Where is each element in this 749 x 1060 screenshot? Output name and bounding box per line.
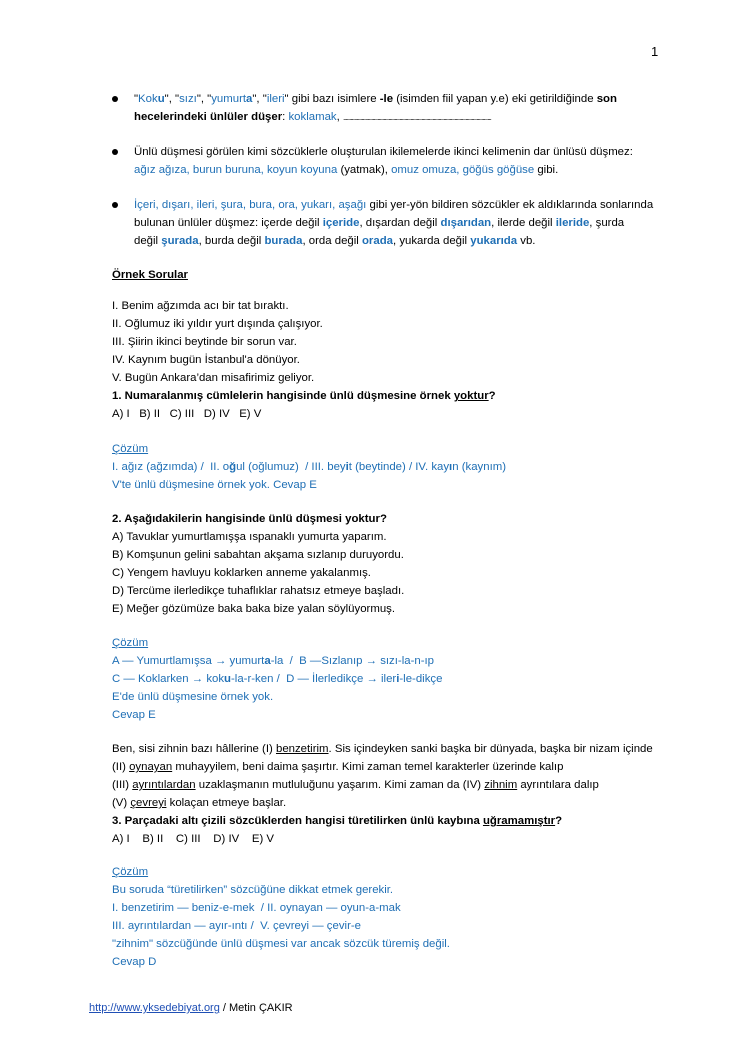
- bullet-2-line-2: ağız ağıza, burun buruna, koyun koyuna (yatmak), omuz omuza, göğüs göğüse gibi.: [134, 164, 559, 176]
- sentence-line: II. Oğlumuz iki yıldır yurt dışında çalışıyor.: [112, 318, 323, 330]
- option-line: B) Komşunun gelini sabahtan akşama sızlanıp duruyordu.: [112, 549, 404, 561]
- solution-line: A — Yumurtlamışsa → yumurta-la / B —Sızlanıp → sızı-la-n-ıp: [112, 655, 434, 667]
- question-2: [112, 510, 702, 618]
- question-1: [112, 297, 702, 423]
- question-1-solution: [112, 440, 702, 494]
- question-3-solution: [112, 863, 702, 971]
- question-3-options: A) I B) II C) III D) IV E) V: [112, 833, 275, 845]
- solution-line: Cevap E: [112, 709, 156, 721]
- option-line: C) Yengem havluyu koklarken anneme yakalanmış.: [112, 567, 371, 579]
- solution-label: Çözüm: [112, 866, 149, 878]
- passage-line: (III) ayrıntılardan uzaklaşmanın mutluluğunu yaşarım. Kimi zaman da (IV) zihnim ayrıntılara dalıp: [112, 779, 599, 791]
- question-2-solution: [112, 634, 702, 724]
- footer: [89, 1002, 293, 1014]
- passage-line: (V) çevreyi kolaçan etmeye başlar.: [112, 797, 287, 809]
- question-2-text: 2. Aşağıdakilerin hangisinde ünlü düşmesi yoktur?: [112, 513, 387, 525]
- question-3: [112, 740, 702, 848]
- question-1-options: A) I B) II C) III D) IV E) V: [112, 408, 262, 420]
- bullet-3-line-2: bulunan ünlüler düşmez: içerde değil içeride, dışardan değil dışarıdan, ilerde değil ileride, şurda: [134, 217, 625, 229]
- solution-line: "zihnim" sözcüğünde ünlü düşmesi var ancak sözcük türemiş değil.: [112, 938, 450, 950]
- footer-separator: /: [219, 1002, 230, 1014]
- solution-label: Çözüm: [112, 637, 149, 649]
- passage-line: Ben, sisi zihnin bazı hâllerine (I) benzetirim. Sis içindeyken sanki başka bir dünyada, başka bir nizam içinde: [112, 743, 653, 755]
- bullet-3-line-1: İçeri, dışarı, ileri, şura, bura, ora, yukarı, aşağı gibi yer-yön bildiren sözcükler ek aldıklarında sonlarında: [134, 199, 654, 211]
- sentence-line: I. Benim ağzımda acı bir tat bıraktı.: [112, 300, 289, 312]
- solution-line: C — Koklarken → koku-la-r-ken / D — İlerledikçe → ileri-le-dikçe: [112, 673, 443, 685]
- sentence-line: V. Bugün Ankara’dan misafirimiz geliyor.: [112, 372, 315, 384]
- page-number: 1: [651, 44, 659, 59]
- bullet-item-2: [112, 143, 702, 179]
- solution-line: I. ağız (ağzımda) / II. oğul (oğlumuz) / III. beyit (beytinde) / IV. kayın (kaynım): [112, 461, 507, 473]
- website-link[interactable]: http://www.yksedebiyat.org: [89, 1002, 220, 1014]
- solution-line: Cevap D: [112, 956, 157, 968]
- solution-label: Çözüm: [112, 443, 149, 455]
- bullet-icon: [112, 96, 118, 102]
- bullet-icon: [112, 202, 118, 208]
- solution-line: E'de ünlü düşmesine örnek yok.: [112, 691, 274, 703]
- passage-line: (II) oynayan muhayyilem, beni daima şaşırtır. Kimi zaman temel karakterler üzerinde kalıp: [112, 761, 564, 773]
- option-line: D) Tercüme ilerledikçe tuhaflıklar rahatsız etmeye başladı.: [112, 585, 405, 597]
- author-name: Metin ÇAKIR: [229, 1002, 293, 1014]
- solution-line: I. benzetirim — beniz-e-mek / II. oynayan — oyun-a-mak: [112, 902, 401, 914]
- solution-line: Bu soruda “türetilirken” sözcüğüne dikkat etmek gerekir.: [112, 884, 394, 896]
- option-line: E) Meğer gözümüze baka baka bize yalan söylüyormuş.: [112, 603, 396, 615]
- bullet-item-1: [112, 90, 702, 126]
- option-line: A) Tavuklar yumurtlamışşa ıspanaklı yumurta yaparım.: [112, 531, 387, 543]
- bullet-2-line-1: Ünlü düşmesi görülen kimi sözcüklerle oluşturulan ikilemelerde ikinci kelimenin dar ünlüsü düşmez:: [134, 146, 633, 158]
- bullet-item-3: [112, 196, 702, 250]
- sentence-line: III. Şiirin ikinci beytinde bir sorun var.: [112, 336, 297, 348]
- section-title: Örnek Sorular: [112, 269, 188, 281]
- solution-line: III. ayrıntılardan — ayır-ıntı / V. çevreyi — çevir-e: [112, 920, 361, 932]
- question-1-text: 1. Numaralanmış cümlelerin hangisinde ünlü düşmesine örnek yoktur?: [112, 390, 496, 402]
- bullet-1-line-2: hecelerindeki ünlüler düşer: koklamak, .........................................................................................................................: [134, 111, 491, 123]
- solution-line: V'te ünlü düşmesine örnek yok. Cevap E: [112, 479, 317, 491]
- bullet-icon: [112, 149, 118, 155]
- bullet-1-line-1: "Koku", "sızı", "yumurta", "ileri" gibi bazı isimlere -le (isimden fiil yapan y.e) eki getirildiğinde son: [134, 93, 617, 105]
- bullet-3-line-3: değil şurada, burda değil burada, orda değil orada, yukarda değil yukarıda vb.: [134, 235, 536, 247]
- question-3-text: 3. Parçadaki altı çizili sözcüklerden hangisi türetilirken ünlü kaybına uğramamıştır?: [112, 815, 563, 827]
- sentence-line: IV. Kaynım bugün İstanbul'a dönüyor.: [112, 354, 300, 366]
